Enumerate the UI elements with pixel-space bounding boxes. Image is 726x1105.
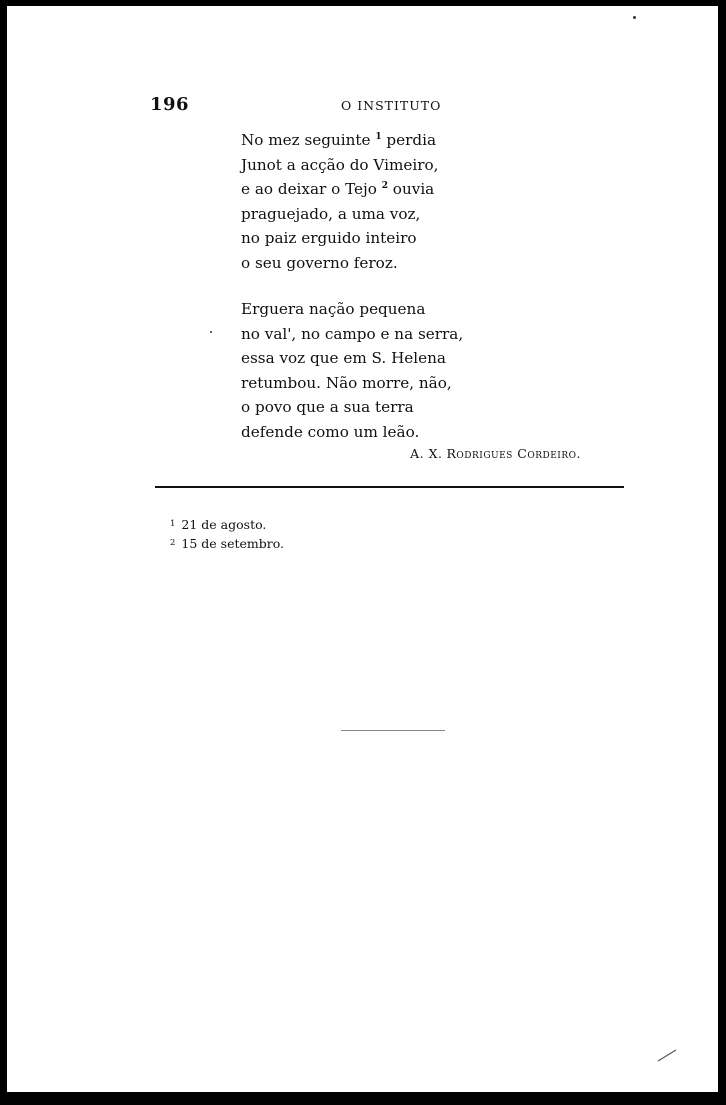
poem-stanza-2	[241, 297, 463, 444]
poem-line	[241, 177, 438, 202]
poem-line-tail: perdia	[381, 131, 437, 149]
poem-line	[241, 128, 438, 153]
poem-line: retumbou. Não morre, não,	[241, 373, 452, 392]
footnote-marker: 1	[170, 519, 176, 529]
footnote-reference-2[interactable]: 2	[381, 181, 388, 191]
poem-line: no paiz erguido inteiro	[241, 229, 417, 247]
end-ornament-rule	[341, 730, 445, 731]
poem-line-tail: ouvia	[387, 180, 435, 198]
poem-stanza-1	[241, 128, 438, 275]
page-number: 196	[150, 94, 190, 115]
footnote-2	[170, 534, 284, 553]
footnote-text: 21 de agosto.	[181, 517, 267, 532]
poem-line: Erguera nação pequena	[241, 300, 426, 318]
poem-line: o seu governo feroz.	[241, 253, 398, 272]
poem-line: no val', no campo e na serra,	[241, 324, 464, 343]
footnote-reference-1[interactable]: 1	[375, 132, 382, 142]
pencil-mark-icon	[657, 1048, 677, 1062]
author-signature	[410, 446, 581, 461]
author-name: Rodrigues Cordeiro.	[446, 446, 581, 461]
ink-speck	[633, 16, 636, 19]
poem-line: defende como um leão.	[241, 422, 420, 441]
page-header	[7, 94, 718, 118]
book-page	[7, 6, 718, 1092]
poem-line-text: e ao deixar o Tejo	[241, 180, 377, 198]
footnote-marker: 2	[170, 538, 176, 548]
footnotes	[170, 515, 284, 553]
poem-line-text: No mez seguinte	[241, 131, 371, 149]
ink-speck	[210, 331, 212, 333]
poem-line: essa voz que em S. Helena	[241, 349, 446, 367]
footnote-separator-rule	[155, 486, 624, 488]
footnote-text: 15 de setembro.	[181, 536, 285, 551]
footnote-1	[170, 515, 284, 534]
poem-line: praguejado, a uma voz,	[241, 204, 421, 223]
author-initials: A. X.	[410, 446, 443, 461]
poem-line: o povo que a sua terra	[241, 398, 414, 416]
poem-line: Junot a acção do Vimeiro,	[241, 155, 439, 174]
running-title: O INSTITUTO	[341, 98, 442, 113]
